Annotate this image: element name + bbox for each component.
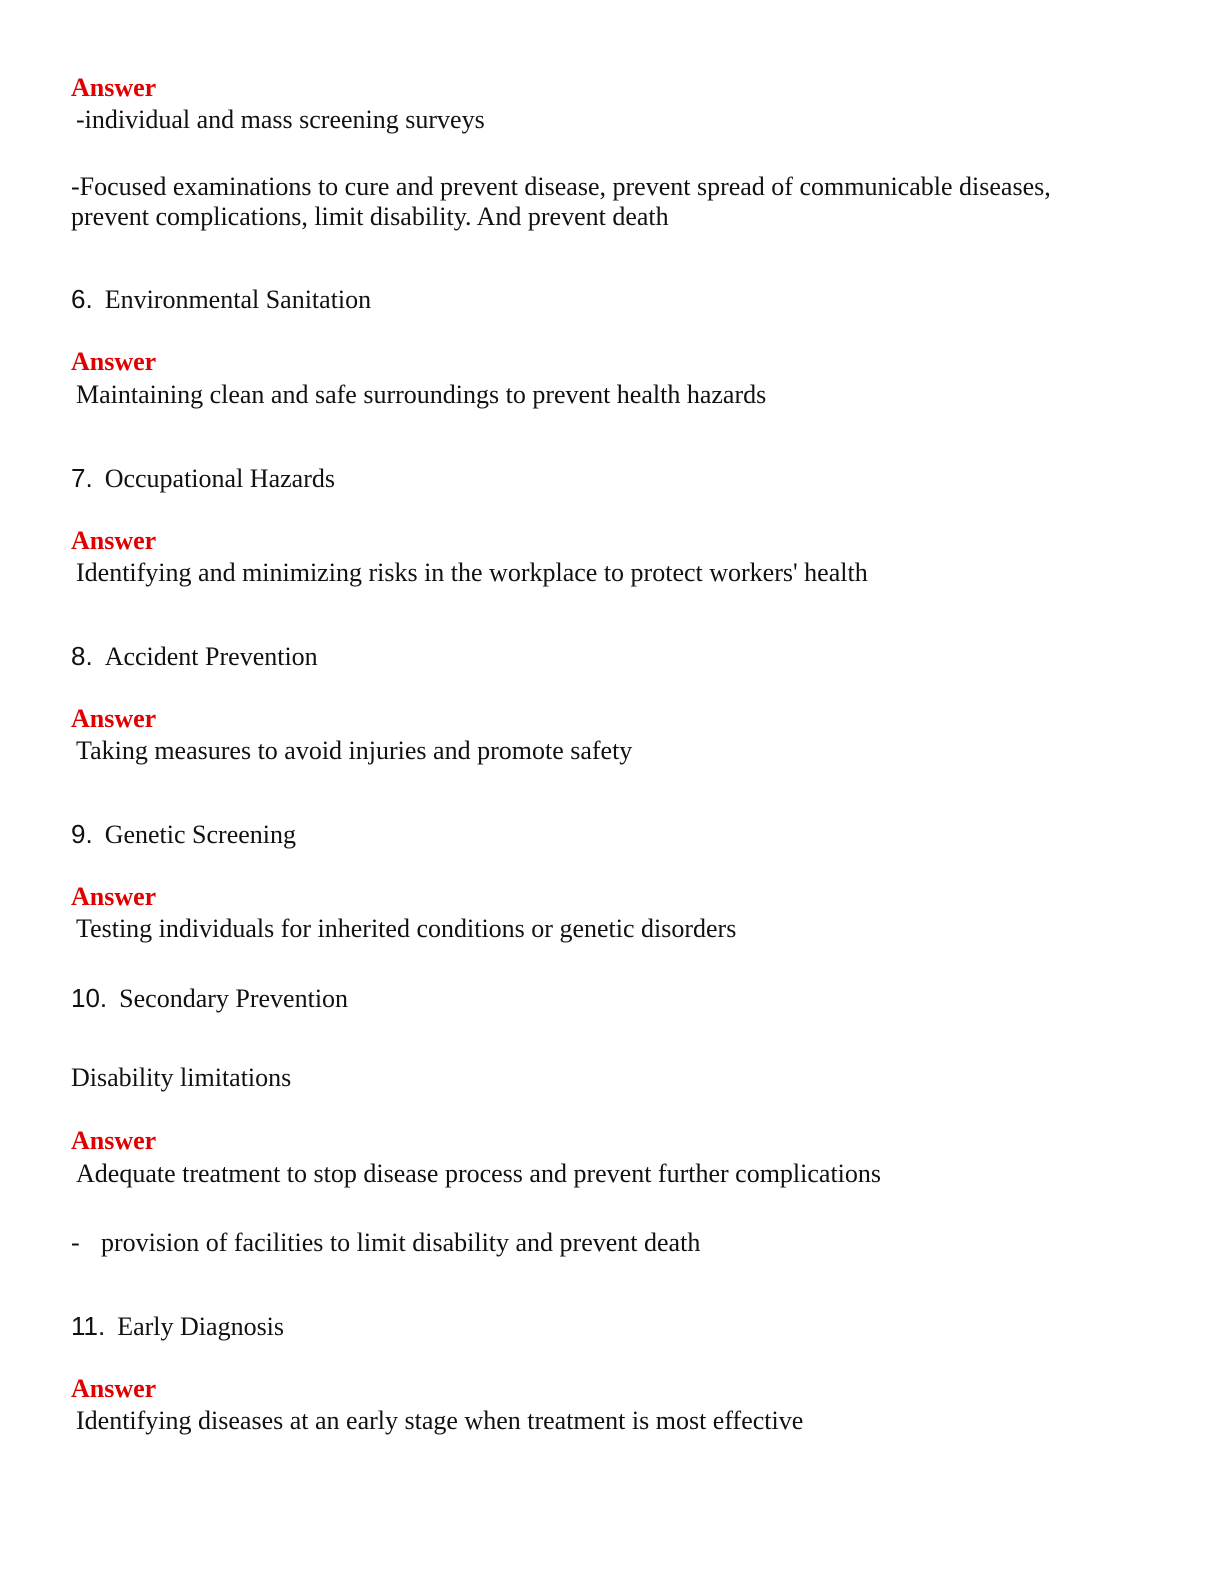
- answer-label: Answer: [71, 526, 157, 555]
- bullet-mark: -: [71, 1228, 80, 1257]
- answer-text: Testing individuals for inherited conditions or genetic disorders: [76, 914, 737, 943]
- answer-text: prevent complications, limit disability. And prevent death: [71, 202, 669, 231]
- question-number: 7.: [71, 463, 93, 493]
- question-title: Secondary Prevention: [119, 984, 349, 1013]
- question-number: 10.: [71, 983, 108, 1013]
- question-8: [71, 641, 318, 672]
- question-number: 6.: [71, 284, 93, 314]
- sub-heading: Disability limitations: [71, 1063, 292, 1092]
- answer-text: -individual and mass screening surveys: [76, 105, 485, 134]
- question-title: Early Diagnosis: [117, 1312, 285, 1341]
- question-9: [71, 819, 296, 850]
- question-title: Occupational Hazards: [104, 464, 335, 493]
- bullet-item: [71, 1228, 700, 1258]
- answer-text: Adequate treatment to stop disease process and prevent further complications: [76, 1159, 882, 1188]
- question-11: [71, 1311, 284, 1342]
- question-title: Environmental Sanitation: [104, 285, 372, 314]
- question-number: 9.: [71, 819, 93, 849]
- question-6: [71, 284, 371, 315]
- bullet-text: provision of facilities to limit disability and prevent death: [101, 1228, 701, 1257]
- question-10: [71, 983, 348, 1014]
- answer-label: Answer: [71, 73, 157, 102]
- answer-text: Maintaining clean and safe surroundings to prevent health hazards: [76, 380, 767, 409]
- answer-text: Taking measures to avoid injuries and promote safety: [76, 736, 633, 765]
- question-title: Accident Prevention: [104, 642, 318, 671]
- answer-text: Identifying diseases at an early stage when treatment is most effective: [76, 1406, 804, 1435]
- answer-label: Answer: [71, 704, 157, 733]
- answer-text: -Focused examinations to cure and prevent disease, prevent spread of communicable diseases,: [71, 172, 1051, 201]
- answer-label: Answer: [71, 1374, 157, 1403]
- answer-label: Answer: [71, 347, 157, 376]
- answer-label: Answer: [71, 1126, 157, 1155]
- question-title: Genetic Screening: [104, 820, 296, 849]
- question-number: 8.: [71, 641, 93, 671]
- question-number: 11.: [71, 1311, 106, 1341]
- answer-text: Identifying and minimizing risks in the workplace to protect workers' health: [76, 558, 868, 587]
- question-7: [71, 463, 335, 494]
- answer-label: Answer: [71, 882, 157, 911]
